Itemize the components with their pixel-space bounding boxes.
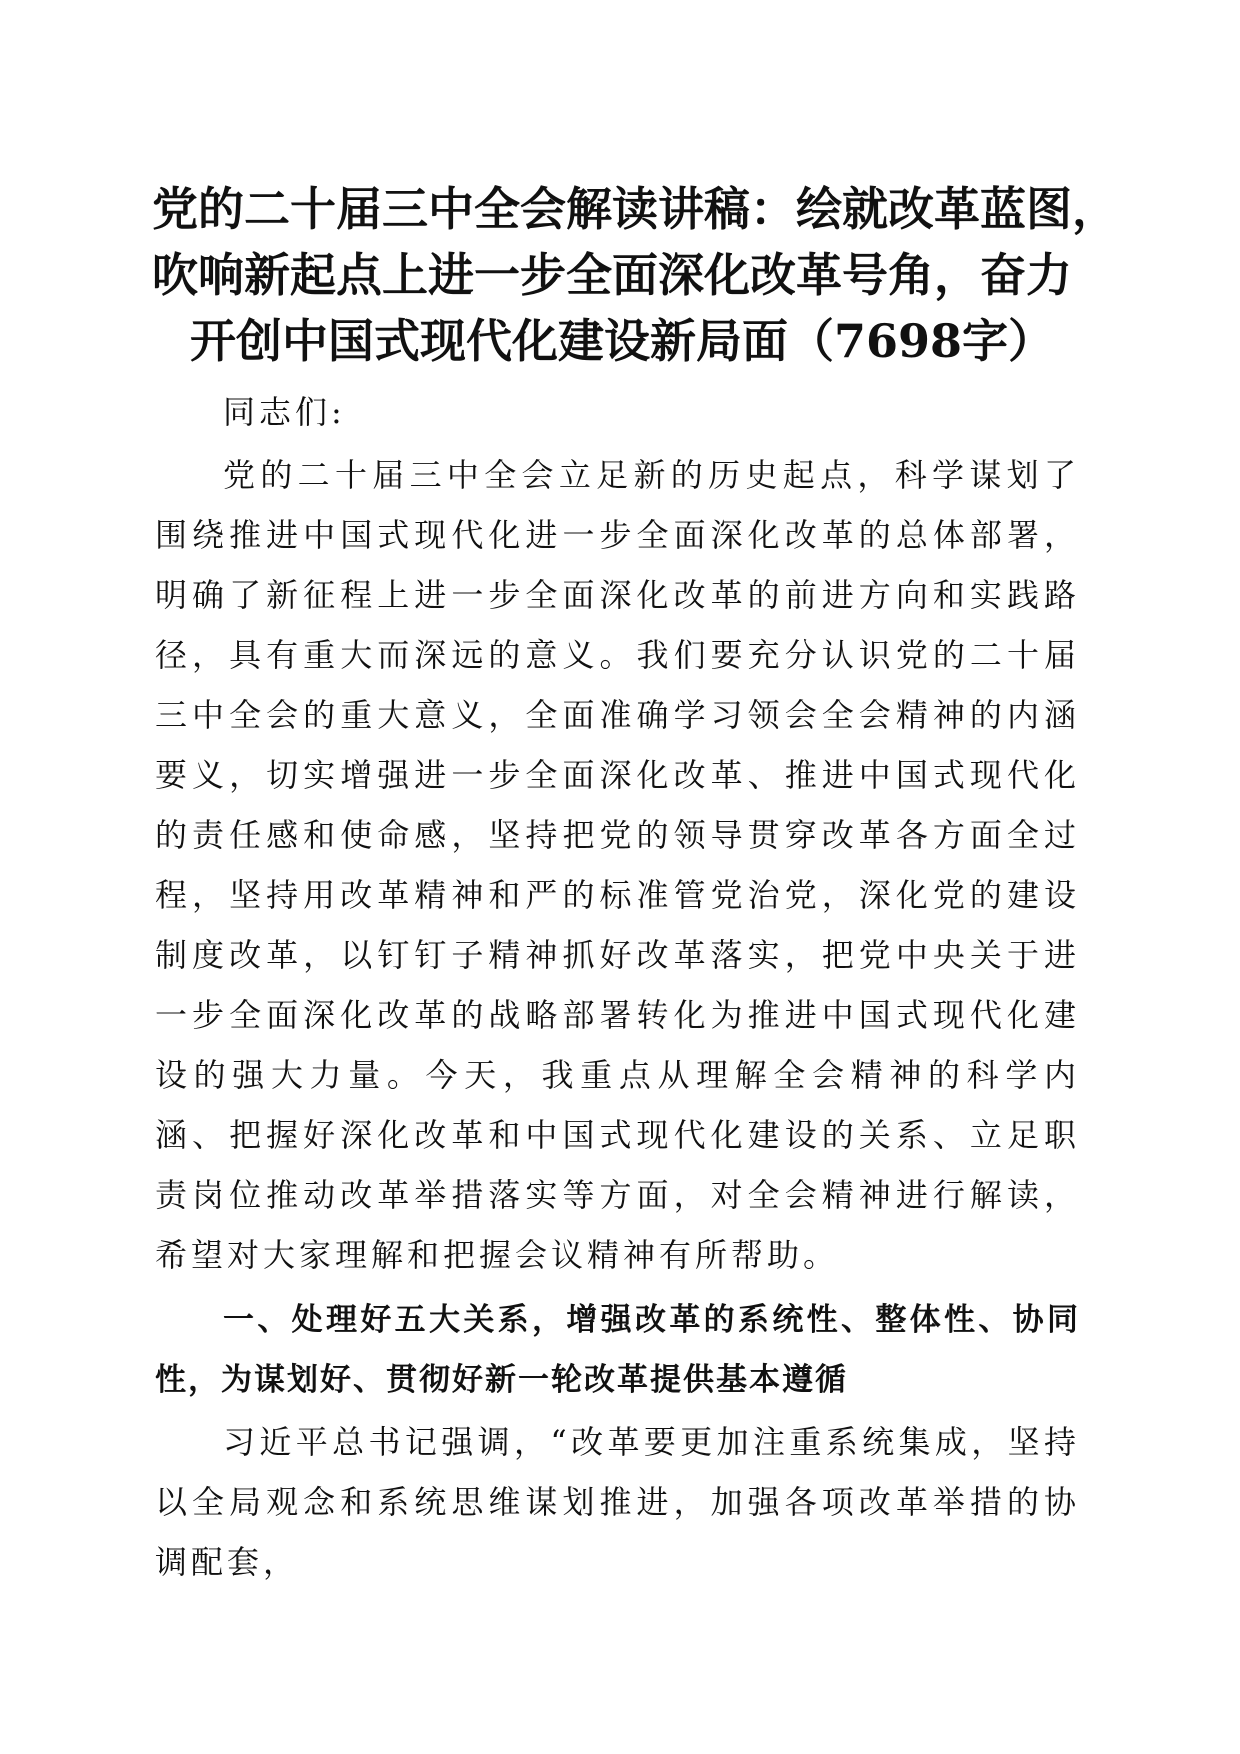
paragraph-section-1: 习近平总书记强调，“改革要更加注重系统集成，坚持以全局观念和系统思维谋划推进，加强各项改革举措的协调配套， — [155, 1423, 1080, 1581]
title-line-3: 开创中国式现代化建设新局面（7698字） — [189, 314, 1055, 368]
title-line-1: 党的二十届三中全会解读讲稿：绘就改革蓝图， — [152, 182, 1118, 236]
document-title — [152, 176, 1118, 374]
paragraph-intro: 党的二十届三中全会立足新的历史起点，科学谋划了围绕推进中国式现代化进一步全面深化改革的总体部署，明确了新征程上进一步全面深化改革的前进方向和实践路径，具有重大而深远的意义。我们要充分认识党的二十届三中全会的重大意义，全面准确学习领会全会精神的内涵要义，切实增强进一步全面深化改革、推进中国式现代化的责任感和使命感，坚持把党的领导贯穿改革各方面全过程，坚持用改革精神和严的标准管党治党，深化党的建设制度改革，以钉钉子精神抓好改革落实，把党中央关于进一步全面深化改革的战略部署转化为推进中国式现代化建设的强大力量。今天，我重点从理解全会精神的科学内涵、把握好深化改革和中国式现代化建设的关系、立足职责岗位推动改革举措落实等方面，对全会精神进行解读，希望对大家理解和把握会议精神有所帮助。 — [155, 456, 1080, 1274]
greeting: 同志们: — [223, 393, 346, 431]
section-heading-1: 一、处理好五大关系，增强改革的系统性、整体性、协同性，为谋划好、贯彻好新一轮改革提供基本遵循 — [155, 1302, 1080, 1398]
title-line-2: 吹响新起点上进一步全面深化改革号角，奋力 — [152, 248, 1072, 302]
